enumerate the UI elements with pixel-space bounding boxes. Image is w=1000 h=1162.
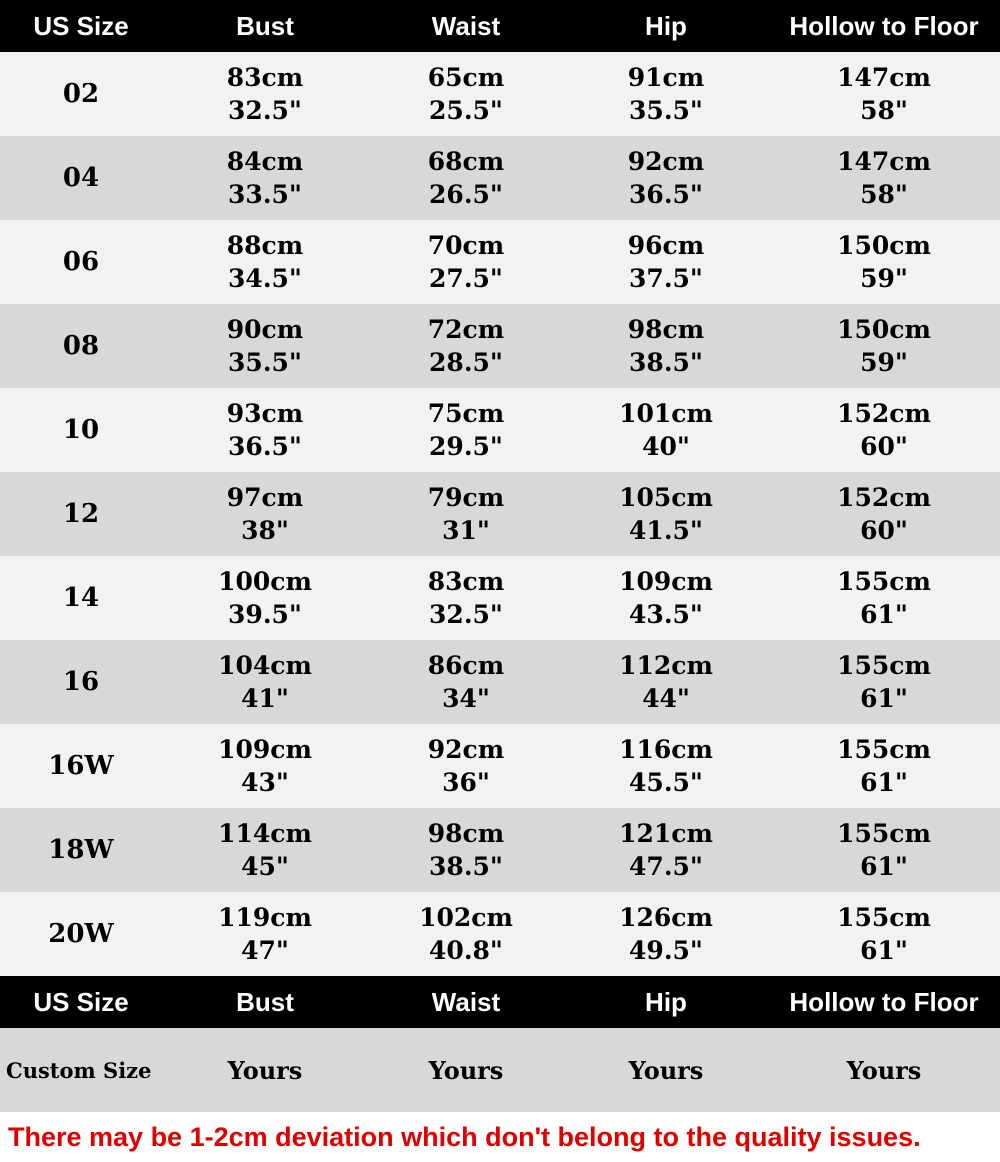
hollow-cell	[768, 397, 1000, 463]
bust-in-value: 33.5"	[228, 180, 302, 209]
size-cell: 02	[62, 79, 100, 109]
bust-cm-value: 104cm	[218, 651, 312, 680]
hollow-cm-value: 147cm	[837, 63, 931, 92]
hip-cell	[564, 733, 768, 799]
hip-in-value: 45.5"	[629, 768, 703, 797]
hollow-in-value: 61"	[860, 684, 908, 713]
hollow-cm-value: 150cm	[837, 231, 931, 260]
size-cell: 06	[62, 247, 100, 277]
hollow-cell	[768, 649, 1000, 715]
bust-cm-value: 119cm	[218, 903, 312, 932]
header-waist: Waist	[431, 986, 501, 1017]
hollow-cell	[768, 733, 1000, 799]
table-row	[0, 808, 1000, 892]
waist-in-value: 32.5"	[429, 600, 503, 629]
bust-in-value: 36.5"	[228, 432, 302, 461]
bust-cm-value: 84cm	[226, 147, 304, 176]
header-bust: Bust	[236, 986, 294, 1017]
hip-cell	[564, 817, 768, 883]
bust-in-value: 32.5"	[228, 96, 302, 125]
bust-cell	[162, 397, 368, 463]
hip-in-value: 38.5"	[629, 348, 703, 377]
custom-waist: Yours	[428, 1055, 504, 1085]
hollow-cell	[768, 61, 1000, 127]
header-hip: Hip	[645, 986, 687, 1017]
bust-cm-value: 109cm	[218, 735, 312, 764]
waist-cm-value: 65cm	[427, 63, 505, 92]
hollow-cell	[768, 901, 1000, 967]
hip-in-value: 44"	[642, 684, 690, 713]
hip-cm-value: 92cm	[627, 147, 705, 176]
table-row	[0, 556, 1000, 640]
hip-cm-value: 126cm	[619, 903, 713, 932]
hip-cell	[564, 229, 768, 295]
header-hollow-to-floor: Hollow to Floor	[789, 986, 979, 1017]
waist-cell	[368, 649, 564, 715]
waist-cm-value: 86cm	[427, 651, 505, 680]
bust-cell	[162, 649, 368, 715]
hollow-cm-value: 155cm	[837, 819, 931, 848]
hollow-cell	[768, 481, 1000, 547]
waist-in-value: 25.5"	[429, 96, 503, 125]
hollow-in-value: 61"	[860, 600, 908, 629]
waist-in-value: 31"	[442, 516, 490, 545]
bust-in-value: 39.5"	[228, 600, 302, 629]
hip-cm-value: 112cm	[619, 651, 713, 680]
waist-cell	[368, 565, 564, 631]
size-cell: 04	[62, 163, 100, 193]
hollow-cm-value: 155cm	[837, 735, 931, 764]
size-cell: 18W	[48, 835, 114, 865]
table-row	[0, 472, 1000, 556]
hip-in-value: 47.5"	[629, 852, 703, 881]
hip-cm-value: 116cm	[619, 735, 713, 764]
bust-cm-value: 88cm	[226, 231, 304, 260]
hip-in-value: 37.5"	[629, 264, 703, 293]
custom-bust: Yours	[227, 1055, 303, 1085]
hip-in-value: 36.5"	[629, 180, 703, 209]
bust-in-value: 41"	[241, 684, 289, 713]
hollow-in-value: 59"	[860, 348, 908, 377]
table-row	[0, 640, 1000, 724]
hollow-cell	[768, 145, 1000, 211]
hollow-cm-value: 155cm	[837, 651, 931, 680]
hollow-cell	[768, 565, 1000, 631]
waist-cm-value: 70cm	[427, 231, 505, 260]
hip-cell	[564, 481, 768, 547]
table-row	[0, 136, 1000, 220]
hip-cell	[564, 61, 768, 127]
bust-in-value: 47"	[241, 936, 289, 965]
waist-cell	[368, 229, 564, 295]
hip-cm-value: 91cm	[627, 63, 705, 92]
bust-cm-value: 114cm	[218, 819, 312, 848]
bust-cm-value: 83cm	[226, 63, 304, 92]
header-waist: Waist	[431, 10, 501, 41]
bust-cell	[162, 733, 368, 799]
hollow-cm-value: 152cm	[837, 399, 931, 428]
waist-in-value: 29.5"	[429, 432, 503, 461]
custom-size-row	[0, 1028, 1000, 1112]
header-us-size: US Size	[33, 986, 129, 1017]
bust-cell	[162, 229, 368, 295]
waist-cm-value: 83cm	[427, 567, 505, 596]
hip-in-value: 40"	[642, 432, 690, 461]
hip-in-value: 41.5"	[629, 516, 703, 545]
bust-cell	[162, 145, 368, 211]
custom-size-label: Custom Size	[6, 1057, 152, 1083]
header-hip: Hip	[645, 10, 687, 41]
hollow-in-value: 61"	[860, 936, 908, 965]
bust-cell	[162, 481, 368, 547]
hollow-cell	[768, 313, 1000, 379]
waist-in-value: 38.5"	[429, 852, 503, 881]
hip-cell	[564, 313, 768, 379]
header-hollow-to-floor: Hollow to Floor	[789, 10, 979, 41]
table-row	[0, 388, 1000, 472]
hollow-in-value: 60"	[860, 516, 908, 545]
hollow-cm-value: 155cm	[837, 567, 931, 596]
table-row	[0, 52, 1000, 136]
hollow-in-value: 61"	[860, 852, 908, 881]
header-us-size: US Size	[33, 10, 129, 41]
hollow-cm-value: 147cm	[837, 147, 931, 176]
hip-cell	[564, 901, 768, 967]
bust-in-value: 43"	[241, 768, 289, 797]
table-row	[0, 724, 1000, 808]
header-bust: Bust	[236, 10, 294, 41]
custom-hollow: Yours	[846, 1055, 922, 1085]
bust-cell	[162, 817, 368, 883]
waist-in-value: 34"	[442, 684, 490, 713]
size-cell: 12	[62, 499, 100, 529]
waist-in-value: 28.5"	[429, 348, 503, 377]
bust-cell	[162, 61, 368, 127]
hip-cell	[564, 649, 768, 715]
bust-in-value: 38"	[241, 516, 289, 545]
hip-cm-value: 105cm	[619, 483, 713, 512]
waist-in-value: 36"	[442, 768, 490, 797]
hollow-in-value: 58"	[860, 180, 908, 209]
bust-cm-value: 93cm	[226, 399, 304, 428]
hollow-cm-value: 152cm	[837, 483, 931, 512]
table-row	[0, 892, 1000, 976]
bust-cm-value: 97cm	[226, 483, 304, 512]
hip-in-value: 49.5"	[629, 936, 703, 965]
waist-cell	[368, 313, 564, 379]
waist-cm-value: 102cm	[419, 903, 513, 932]
hollow-in-value: 60"	[860, 432, 908, 461]
hollow-in-value: 61"	[860, 768, 908, 797]
hip-cell	[564, 145, 768, 211]
waist-in-value: 27.5"	[429, 264, 503, 293]
table-row	[0, 220, 1000, 304]
size-cell: 16W	[48, 751, 114, 781]
waist-cell	[368, 733, 564, 799]
bust-in-value: 34.5"	[228, 264, 302, 293]
hip-cell	[564, 565, 768, 631]
waist-cell	[368, 901, 564, 967]
size-cell: 20W	[48, 919, 114, 949]
waist-cell	[368, 397, 564, 463]
custom-hip: Yours	[628, 1055, 704, 1085]
hollow-cm-value: 150cm	[837, 315, 931, 344]
table-header	[0, 0, 1000, 52]
hip-cm-value: 101cm	[619, 399, 713, 428]
hollow-cell	[768, 817, 1000, 883]
waist-cell	[368, 145, 564, 211]
hip-cm-value: 98cm	[627, 315, 705, 344]
bust-in-value: 45"	[241, 852, 289, 881]
bust-cell	[162, 565, 368, 631]
hollow-cm-value: 155cm	[837, 903, 931, 932]
waist-cm-value: 75cm	[427, 399, 505, 428]
hip-in-value: 35.5"	[629, 96, 703, 125]
hip-cm-value: 109cm	[619, 567, 713, 596]
size-cell: 10	[62, 415, 100, 445]
hollow-in-value: 58"	[860, 96, 908, 125]
hollow-in-value: 59"	[860, 264, 908, 293]
bust-cm-value: 90cm	[226, 315, 304, 344]
hip-cell	[564, 397, 768, 463]
hip-cm-value: 121cm	[619, 819, 713, 848]
hollow-cell	[768, 229, 1000, 295]
size-cell: 16	[62, 667, 100, 697]
waist-cm-value: 68cm	[427, 147, 505, 176]
waist-cm-value: 79cm	[427, 483, 505, 512]
waist-in-value: 40.8"	[429, 936, 503, 965]
size-cell: 14	[62, 583, 100, 613]
waist-cell	[368, 61, 564, 127]
size-cell: 08	[62, 331, 100, 361]
table-header-repeat	[0, 976, 1000, 1028]
bust-cell	[162, 313, 368, 379]
waist-cell	[368, 817, 564, 883]
hip-in-value: 43.5"	[629, 600, 703, 629]
waist-cm-value: 72cm	[427, 315, 505, 344]
bust-cm-value: 100cm	[218, 567, 312, 596]
waist-cm-value: 98cm	[427, 819, 505, 848]
deviation-note: There may be 1-2cm deviation which don't belong to the quality issues.	[8, 1121, 921, 1152]
waist-cell	[368, 481, 564, 547]
waist-cm-value: 92cm	[427, 735, 505, 764]
table-row	[0, 304, 1000, 388]
table-body	[0, 52, 1000, 976]
bust-cell	[162, 901, 368, 967]
waist-in-value: 26.5"	[429, 180, 503, 209]
bust-in-value: 35.5"	[228, 348, 302, 377]
hip-cm-value: 96cm	[627, 231, 705, 260]
